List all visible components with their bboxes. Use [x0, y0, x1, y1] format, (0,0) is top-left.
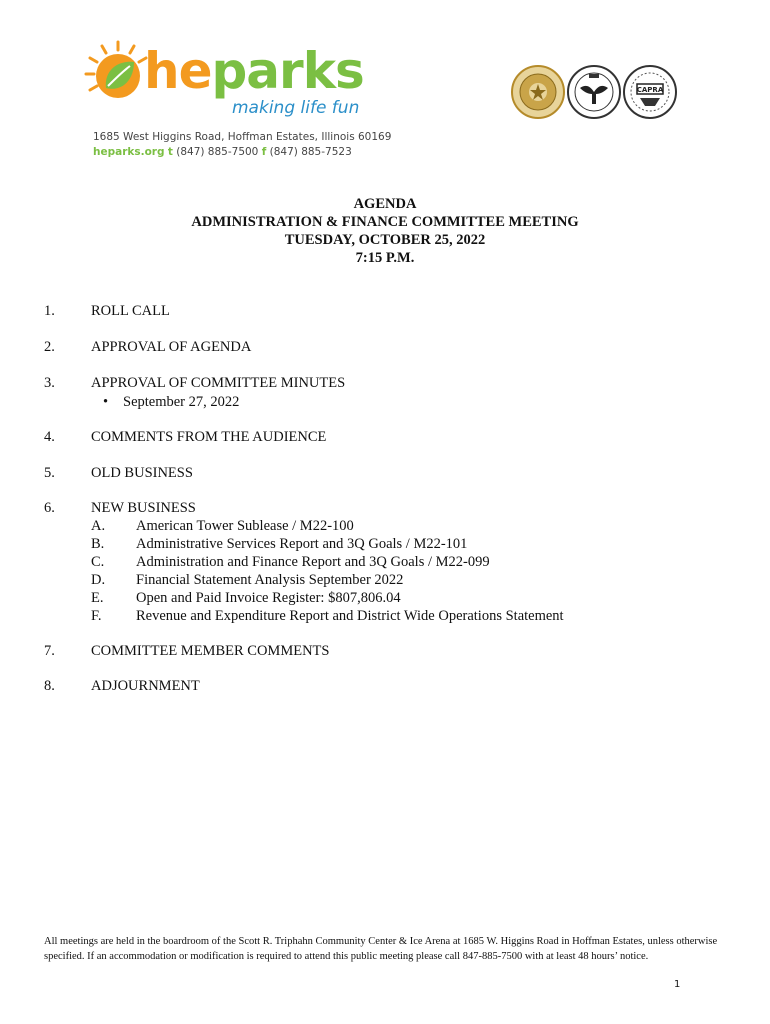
fax-number: (847) 885-7523 [269, 146, 352, 158]
sub-item-tower-sublease: American Tower Sublease / M22-100 [136, 518, 354, 534]
sub-item-admin-services: Administrative Services Report and 3Q Goals / M22-101 [136, 536, 468, 552]
header-contact [93, 146, 352, 158]
title-date: TUESDAY, OCTOBER 25, 2022 [284, 232, 486, 248]
sub-item-admin-finance: Administration and Finance Report and 3Q Goals / M22-099 [136, 554, 490, 570]
item-number: 4. [44, 429, 55, 445]
agenda-title-block [0, 195, 770, 267]
header-address: 1685 West Higgins Road, Hoffman Estates, Illinois 60169 [93, 131, 392, 143]
accreditation-seals [510, 64, 680, 126]
capra-seal-text: CAPRA [636, 86, 664, 94]
item-old-business: OLD BUSINESS [91, 465, 193, 481]
item-approval-minutes: APPROVAL OF COMMITTEE MINUTES [91, 375, 346, 391]
sub-letter: F. [91, 608, 102, 624]
item-new-business: NEW BUSINESS [91, 500, 196, 516]
item-number: 8. [44, 678, 55, 694]
item-audience-comments: COMMENTS FROM THE AUDIENCE [91, 429, 327, 445]
sub-item-revenue-report: Revenue and Expenditure Report and District Wide Operations Statement [136, 608, 564, 624]
sub-item-financial-statement: Financial Statement Analysis September 2022 [136, 572, 404, 588]
phone-mark: t [167, 146, 173, 158]
heparks-logo [82, 38, 372, 128]
minutes-date: September 27, 2022 [123, 394, 240, 410]
sub-letter: B. [91, 536, 105, 552]
logo-wordmark [144, 42, 364, 100]
item-approval-agenda: APPROVAL OF AGENDA [91, 339, 252, 355]
eagle-seal-icon [566, 64, 622, 120]
item-number: 7. [44, 643, 55, 659]
logo-parks: parks [211, 42, 364, 100]
title-time: 7:15 P.M. [355, 250, 415, 266]
logo-tagline: making life fun [232, 98, 360, 118]
item-number: 1. [44, 303, 55, 319]
item-adjournment: ADJOURNMENT [91, 678, 200, 694]
sub-letter: E. [91, 590, 104, 606]
item-member-comments: COMMITTEE MEMBER COMMENTS [91, 643, 330, 659]
title-agenda: AGENDA [353, 196, 417, 212]
item-number: 5. [44, 465, 55, 481]
item-number: 6. [44, 500, 55, 516]
fax-mark: f [261, 146, 267, 158]
sub-letter: A. [91, 518, 106, 534]
sub-item-invoice-register: Open and Paid Invoice Register: $807,806.04 [136, 590, 401, 606]
sub-letter: D. [91, 572, 106, 588]
footer-notice: All meetings are held in the boardroom of the Scott R. Triphahn Community Center & Ice Arena at 1685 W. Higgins Road in Hoffman Estates, unless otherwise specified. If an accommodation or modification is required to attend this public meeting please call 847-885-7500 with at least 48 hours’ notice. [44, 936, 718, 962]
bullet-icon: • [103, 394, 109, 410]
phone-number: (847) 885-7500 [176, 146, 259, 158]
item-number: 2. [44, 339, 55, 355]
gold-medal-seal-icon [510, 64, 566, 120]
item-roll-call: ROLL CALL [91, 303, 170, 319]
logo-he: he [144, 42, 212, 100]
website-link[interactable]: heparks.org [93, 146, 165, 158]
capra-seal-icon [622, 64, 678, 120]
sub-letter: C. [91, 554, 105, 570]
page-number: 1 [674, 979, 681, 990]
title-meeting: ADMINISTRATION & FINANCE COMMITTEE MEETING [191, 214, 579, 230]
item-number: 3. [44, 375, 55, 391]
